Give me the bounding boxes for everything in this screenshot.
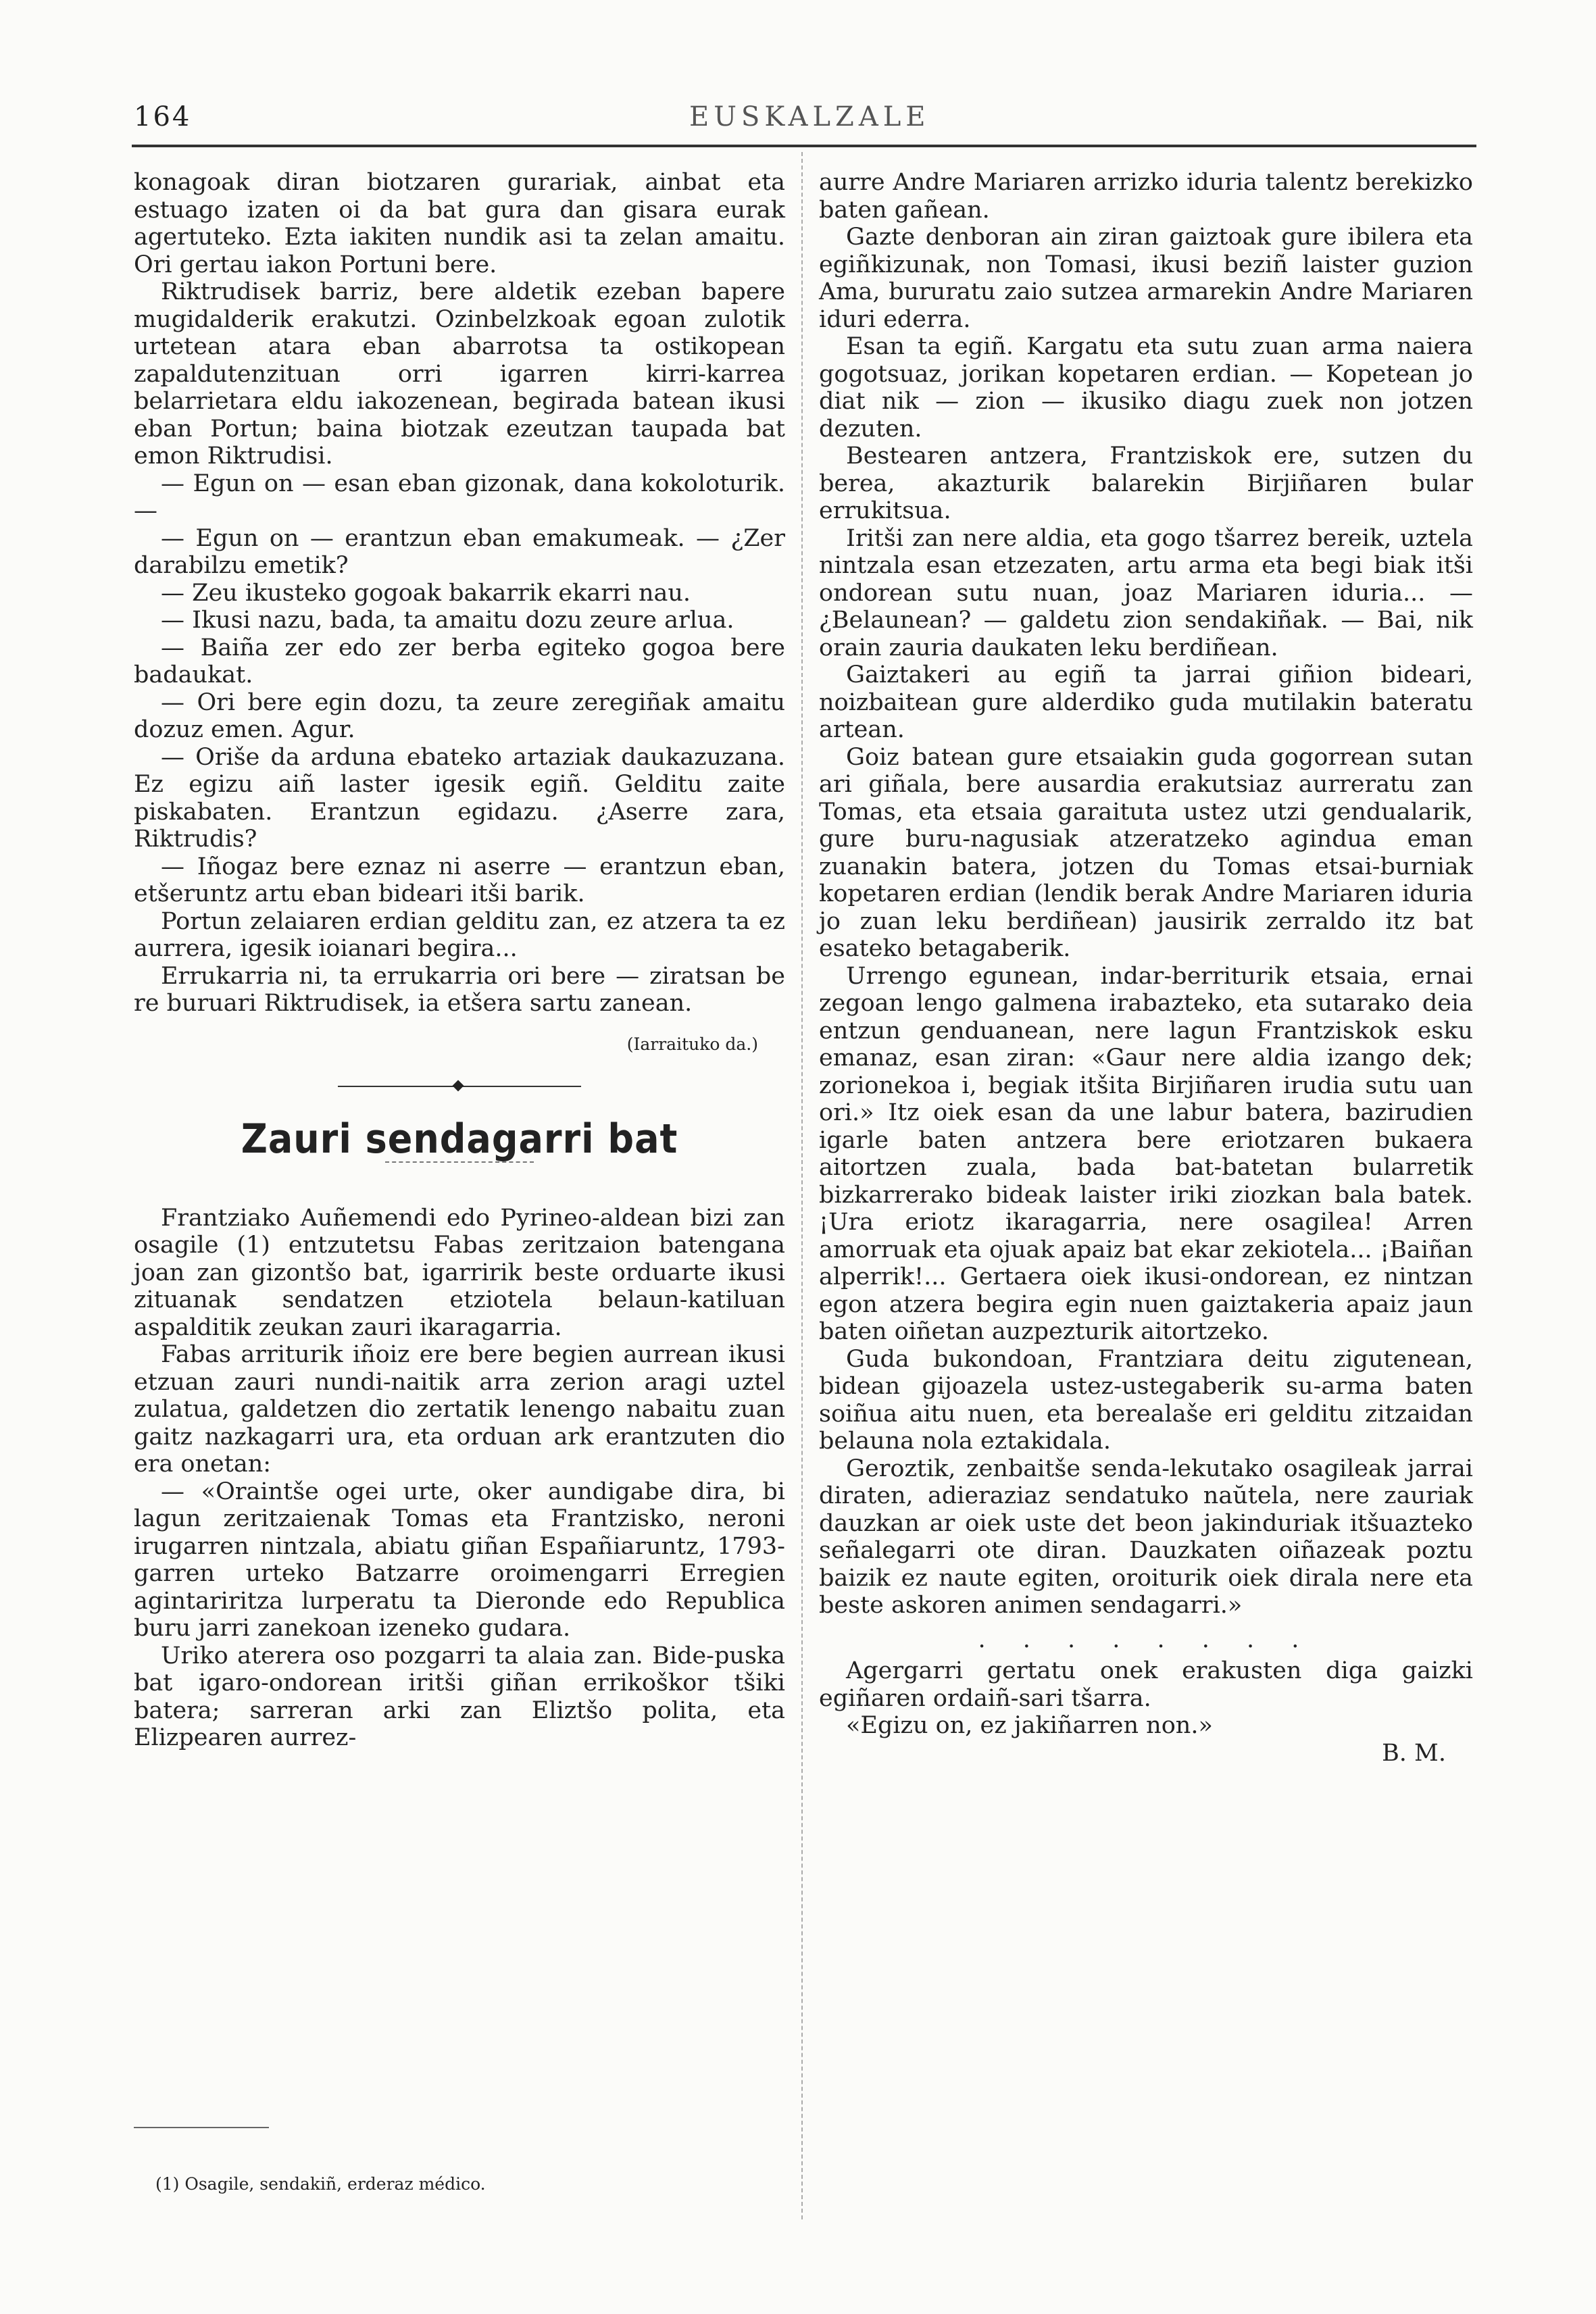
paragraph: Agergarri gertatu onek erakusten diga gaizki egiñaren ordaiñ-sari tšarra. [819,1657,1473,1712]
ellipsis-separator: . . . . . . . . [978,1626,1314,1653]
signature: B. M. [1382,1739,1446,1767]
paragraph: — Oriše da arduna ebateko artaziak daukazuzana. Ez egizu aiñ laster igesik egiñ. Gelditu zaite piskabaten. Erantzun egidazu. ¿Aserre zara, Riktrudis? [134,743,785,853]
continued-note: (Iarraituko da.) [626,1034,758,1054]
paragraph: — Iñogaz bere eznaz ni aserre — erantzun eban, etšeruntz artu eban bideari itši barik. [134,853,785,907]
paragraph: — Egun on — erantzun eban emakumeak. — ¿Zer darabilzu emetik? [134,524,785,579]
left-column [134,169,785,1752]
header-rule [132,145,1476,147]
right-column [819,169,1473,1767]
paragraph: Portun zelaiaren erdian gelditu zan, ez atzera ta ez aurrera, igesik ioianari begira... [134,907,785,962]
paragraph: Frantziako Auñemendi edo Pyrineo-aldean bizi zan osagile (1) entzutetsu Fabas zeritzaion batengana joan zan gizontšo bat, igarririk beste orduarte ikusi zituanak sendatzen etziotela belaun-katiluan aspalditik zeukan zauri ikaragarria. [134,1204,785,1341]
paragraph: Riktrudisek barriz, bere aldetik ezeban bapere mugidalderik erakutzi. Ozinbelzkoak egoan zulotik urtetean atara eban abarrotsa ta ostikopean zapaldutenzituan orri igarren kirri-karrea belarrietara eldu iakozenean, begirada batean ikusi eban Portun; baina biotzak ezeutzan taupada bat emon Riktrudisi. [134,278,785,470]
paragraph: — Ori bere egin dozu, ta zeure zeregiñak amaitu dozuz emen. Agur. [134,688,785,743]
paragraph: Uriko aterera oso pozgarri ta alaia zan. Bide-puska bat igaro-ondorean iritši giñan errikoškor tšiki batera; sarreran arki zan Eliztšo polita, eta Elizpearen aurrez- [134,1642,785,1751]
paragraph: Fabas arriturik iñoiz ere bere begien aurrean ikusi etzuan zauri nundi-naitik arra zerion aragi uztel zulatua, galdetzen dio zertatik lenengo nabaitu zuan gaitz nazkagarri ura, eta orduan ark erantzuten dio era onetan: [134,1341,785,1478]
paragraph: Gaiztakeri au egiñ ta jarrai giñion bideari, noizbaitean gure alderdiko guda mutilakin bateratu artean. [819,661,1473,743]
paragraph: «Egizu on, ez jakiñarren non.» [846,1712,1213,1739]
paragraph: konagoak diran biotzaren gurariak, ainbat eta estuago izaten oi da bat gura dan gisara eurak agertuteko. Ezta iakiten nundik asi ta zelan amaitu. Ori gertau iakon Portuni bere. [134,169,785,278]
paragraph: Guda bukondoan, Frantziara deitu zigutenean, bidean gijoazela ustez-ustegaberik su-arma baten soiñua aitu nuen, eta berealaše eri gelditu zitzaidan belauna nola eztakidala. [819,1345,1473,1455]
paragraph: Errukarria ni, ta errukarria ori bere — ziratsan be re buruari Riktrudisek, ia etšera sartu zanean. [134,962,785,1017]
page-number: 164 [134,101,192,132]
paragraph: Bestearen antzera, Frantziskok ere, sutzen du berea, akazturik balarekin Birjiñaren bular errukitsua. [819,443,1473,524]
paragraph: Iritši zan nere aldia, eta gogo tšarrez bereik, uztela nintzala esan etzezaten, artu arma eta begi biak itši ondorean sutu nuan, joaz Mariaren iduria... — ¿Belaunean? — galdetu zion sendakiñak. — Bai, nik orain zauria daukaten leku berdiñean. [819,524,1473,661]
running-title: EUSKALZALE [689,101,930,132]
paragraph: aurre Andre Mariaren arrizko iduria talentz berekizko baten gañean. [819,169,1473,224]
paragraph: — Ikusi nazu, bada, ta amaitu dozu zeure arlua. [161,607,734,634]
paragraph: Gazte denboran ain ziran gaiztoak gure ibilera eta egiñkizunak, non Tomasi, ikusi beziñ laister guzion Ama, bururatu zaio sutzea armarekin Andre Mariaren iduri ederra. [819,224,1473,333]
paragraph: Goiz batean gure etsaiakin guda gogorrean sutan ari giñala, bere ausardia erakutsiaz aurreratu zan Tomas, eta etsaia garaituta ustez utzi gendualarik, gure buru-nagusiak atzeratzeko agindua eman zuanakin batera, jotzen du Tomas etsai-burniak kopetaren erdian (lendik berak Andre Mariaren iduria jo zuan leku berdiñean) jausirik zerraldo itz bat esateko betagaberik. [819,743,1473,962]
article-title: Zauri sendagarri bat [241,1115,678,1163]
paragraph: — Zeu ikusteko gogoak bakarrik ekarri nau. [161,579,691,607]
paragraph: — Egun on — esan eban gizonak, dana kokoloturik. — [134,470,785,524]
footnote: (1) Osagile, sendakiñ, erderaz médico. [155,2174,486,2194]
section-ornament [338,1081,581,1092]
paragraph: Geroztik, zenbaitše senda-lekutako osagileak jarrai diraten, adieraziaz sendatuko naŭtela, nere zauriak dauzkan ar oiek uste det beon jakinduriak itšuazteko señalegarri ote diran. Dauzkaten oiñazeak poztu baizik ez naute egiten, oroiturik oiek dirala nere eta beste askoren animen sendagarri.» [819,1455,1473,1619]
paragraph: — Baiña zer edo zer berba egiteko gogoa bere badaukat. [134,634,785,688]
paragraph: — «Oraintše ogei urte, oker aundigabe dira, bi lagun zeritzaienak Tomas eta Frantzisko, neroni irugarren nintzala, abiatu giñan Españiaruntz, 1793-garren urteko Batzarre oroimengarri Erregien agintariritza lurperatu ta Dieronde edo Republica buru jarri zanekoan izeneko gudara. [134,1478,785,1642]
footnote-rule [134,2127,269,2128]
column-divider [801,152,803,2219]
paragraph: Urrengo egunean, indar-berriturik etsaia, ernai zegoan lengo galmena irabazteko, eta sutarako deia entzun genduanean, nere lagun Frantziskok esku emanaz, esan ziran: «Gaur nere aldia izango dek; zorionekoa i, begiak itšita Birjiñaren irudia sutu uan ori.» Itz oiek esan da une labur batera, bazirudien igarle baten antzera bere eriotzaren bukaera aitortzen zuala, bada bat-batetan bularretik bizkarrerako bideak laister iriki ziozkan bala batek. ¡Ura eriotz ikaragarria, nere osagilea! Arren amorruak eta ojuak apaiz bat ekar zekiotela... ¡Baiñan alperrik!... Gertaera oiek ikusi-ondorean, ez nintzan egon atzera begira egin nuen gaiztakeria apaiz jaun baten oiñetan auzpezturik aitortzeko. [819,962,1473,1345]
paragraph: Esan ta egiñ. Kargatu eta sutu zuan arma naiera gogotsuaz, jorikan kopetaren erdian. — Kopetean jo diat nik — zion — ikusiko diagu zuek non jotzen dezuten. [819,333,1473,443]
